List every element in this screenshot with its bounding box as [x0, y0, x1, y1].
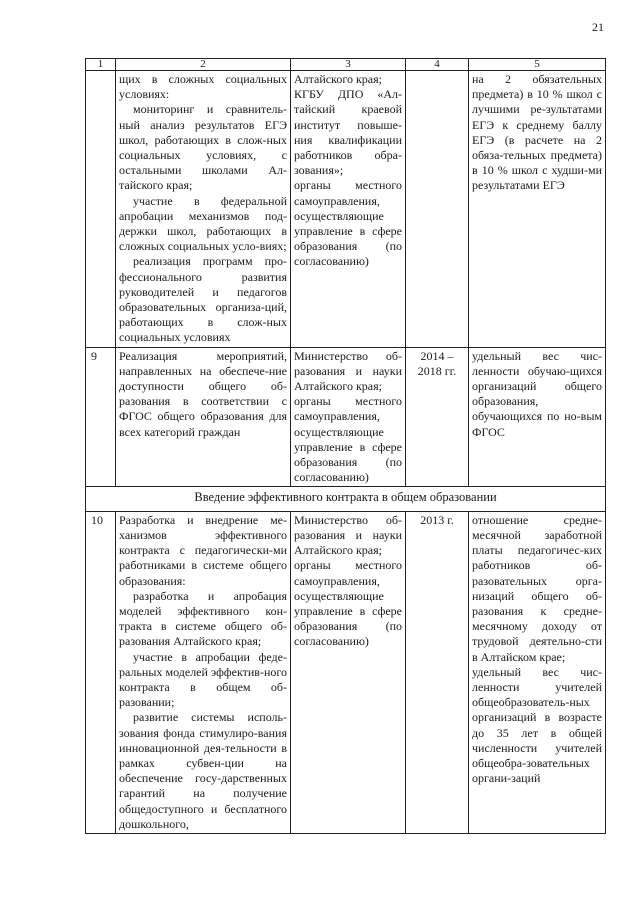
responsible-text: органы местного самоуправления, осуществляющие управление в сфере образования (по согласованию) — [294, 178, 402, 269]
responsible-cell — [291, 511, 406, 833]
indicator-text: удельный вес чис-ленности обучаю-щихся организаций общего образования, обучающихся по но-вым ФГОС — [472, 348, 602, 439]
header-col-5: 5 — [469, 59, 606, 71]
activity-text: щих в сложных социальных условиях: — [119, 72, 287, 102]
activity-cell — [116, 511, 291, 833]
indicator-text: отношение средне-месячной заработной платы педагогичес-ких работников об-разовательных орга-низаций общего об-разования к средне-месячному доходу от трудовой деятельно-сти в Алтайском крае; — [472, 512, 602, 664]
activity-text: разработка и апробация моделей эффективного кон-тракта в системе общего об-разования Алтайского края; — [119, 588, 287, 649]
responsible-text: органы местного самоуправления, осуществляющие управление в сфере образования (по согласованию) — [294, 394, 402, 485]
header-col-1: 1 — [86, 59, 116, 71]
activity-text: участие в апробации феде-ральных моделей эффектив-ного контракта в общем об-разовании; — [119, 649, 287, 710]
activity-text: Реализация мероприятий, направленных на обеспече-ние доступности общего об-разования в соответствии с ФГОС общего образования для всех категорий граждан — [119, 348, 287, 439]
responsible-cell — [291, 347, 406, 487]
indicator-text: удельный вес чис-ленности учителей общеобразователь-ных организаций в возрасте до 35 лет в общей численности учителей общеобра-зовательных органи-заций — [472, 664, 602, 786]
header-row — [86, 59, 606, 71]
row-number — [86, 71, 116, 348]
responsible-text: Министерство об-разования и науки Алтайского края; — [294, 348, 402, 394]
responsible-text: органы местного самоуправления, осуществляющие управление в сфере образования (по согласованию) — [294, 558, 402, 649]
term-cell: 2014 – 2018 гг. — [406, 347, 469, 487]
activity-cell — [116, 71, 291, 348]
activity-text: развитие системы исполь-зования фонда стимулиро-вания инновационной дея-тельности в рамках субвен-ции на обеспечение госу-дарственных гарантий на получение общедоступного и бесплатного дошкольного, — [119, 710, 287, 831]
indicator-cell — [469, 511, 606, 833]
row-number: 9 — [86, 347, 116, 487]
section-row — [86, 487, 606, 511]
table-row-10 — [86, 511, 606, 833]
activity-text: мониторинг и сравнитель-ный анализ результатов ЕГЭ школ, работающих в слож-ных социальных условиях, с остальными школами Ал-тайского края; — [119, 102, 287, 193]
indicator-text: на 2 обязательных предмета) в 10 % школ с лучшими ре-зультатами ЕГЭ к среднему баллу ЕГЭ (в расчете на 2 обяза-тельных предмета) в 10 % школ с худши-ми результатами ЕГЭ — [472, 72, 602, 193]
table-row-9 — [86, 347, 606, 487]
activity-text: реализация программ про-фессионального развития руководителей и педагогов образовательных организа-ций, работающих в слож-ных социальных условиях — [119, 254, 287, 345]
header-col-3: 3 — [291, 59, 406, 71]
activity-cell — [116, 347, 291, 487]
responsible-text: Министерство об-разования и науки Алтайского края; — [294, 512, 402, 558]
row-number: 10 — [86, 511, 116, 833]
page-number: 21 — [592, 20, 604, 34]
indicator-cell — [469, 71, 606, 348]
responsible-text: КГБУ ДПО «Ал-тайский краевой институт повыше-ния квалификации работников обра-зования»; — [294, 87, 402, 178]
table-row-continued — [86, 71, 606, 348]
responsible-text: Алтайского края; — [294, 72, 382, 86]
measures-table — [85, 58, 606, 834]
responsible-cell — [291, 71, 406, 348]
header-col-2: 2 — [116, 59, 291, 71]
activity-text: участие в федеральной апробации механизмов под-держки школ, работающих в сложных социальных усло-виях; — [119, 193, 287, 254]
term-cell: 2013 г. — [406, 511, 469, 833]
activity-text: Разработка и внедрение ме-ханизмов эффективного контракта с педагогически-ми работниками в системе общего образования: — [119, 512, 287, 588]
term-cell — [406, 71, 469, 348]
header-col-4: 4 — [406, 59, 469, 71]
indicator-cell — [469, 347, 606, 487]
section-title: Введение эффективного контракта в общем образовании — [86, 487, 606, 511]
